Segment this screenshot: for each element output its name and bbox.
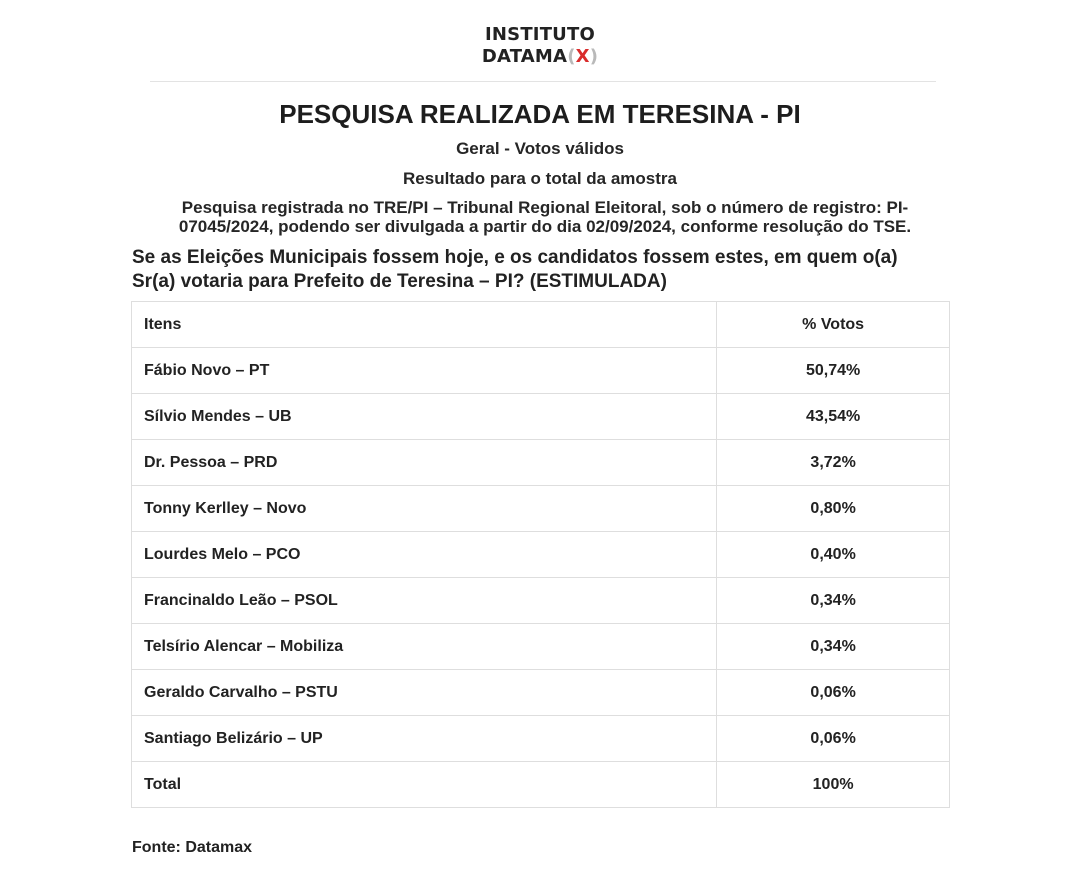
header-divider: [150, 81, 936, 82]
logo-line-instituto: INSTITUTO: [485, 24, 595, 45]
vote-percentage: 0,34%: [717, 624, 950, 670]
vote-percentage: 0,40%: [717, 532, 950, 578]
logo-x-letter: X: [575, 46, 590, 67]
candidate-name: Dr. Pessoa – PRD: [132, 440, 717, 486]
vote-percentage: 0,06%: [717, 716, 950, 762]
total-label: Total: [132, 762, 717, 808]
vote-percentage: 0,06%: [717, 670, 950, 716]
registration-line-2: 07045/2024, podendo ser divulgada a partir do dia 02/09/2024, conforme resolução do TSE.: [178, 217, 912, 236]
table-row: [132, 348, 950, 394]
page-title: PESQUISA REALIZADA EM TERESINA - PI: [279, 99, 801, 129]
table-row: [132, 394, 950, 440]
candidate-name: Sílvio Mendes – UB: [132, 394, 717, 440]
subtitle-amostra: Resultado para o total da amostra: [403, 169, 677, 188]
table-row: [132, 486, 950, 532]
logo-paren-close: ): [589, 46, 599, 67]
candidate-name: Fábio Novo – PT: [132, 348, 717, 394]
vote-percentage: 50,74%: [717, 348, 950, 394]
logo-paren-open: (: [567, 46, 576, 67]
question-line-2: Sr(a) votaria para Prefeito de Teresina – PI? (ESTIMULADA): [132, 271, 667, 292]
survey-question: [132, 246, 952, 294]
total-percentage: 100%: [717, 762, 950, 808]
candidate-name: Telsírio Alencar – Mobiliza: [132, 624, 717, 670]
results-table: [131, 301, 950, 808]
source-note: Fonte: Datamax: [132, 839, 253, 856]
table-row: [132, 716, 950, 762]
registration-note: [140, 198, 950, 236]
vote-percentage: 43,54%: [717, 394, 950, 440]
question-line-1: Se as Eleições Municipais fossem hoje, e os candidatos fossem estes, em quem o(a): [132, 247, 898, 268]
table-header-row: [132, 302, 950, 348]
vote-percentage: 0,34%: [717, 578, 950, 624]
vote-percentage: 3,72%: [717, 440, 950, 486]
subtitle-geral: Geral - Votos válidos: [456, 139, 624, 158]
logo-datama-text: DATAMA: [481, 46, 568, 67]
candidate-name: Francinaldo Leão – PSOL: [132, 578, 717, 624]
table-row-total: [132, 762, 950, 808]
table-row: [132, 532, 950, 578]
candidate-name: Tonny Kerlley – Novo: [132, 486, 717, 532]
logo: [0, 24, 1080, 68]
candidate-name: Santiago Belizário – UP: [132, 716, 717, 762]
table-row: [132, 670, 950, 716]
candidate-name: Geraldo Carvalho – PSTU: [132, 670, 717, 716]
column-header-votos: % Votos: [717, 302, 950, 348]
registration-line-1: Pesquisa registrada no TRE/PI – Tribunal Regional Eleitoral, sob o número de registro: PI-: [181, 198, 909, 217]
vote-percentage: 0,80%: [717, 486, 950, 532]
table-row: [132, 578, 950, 624]
column-header-itens: Itens: [132, 302, 717, 348]
table-row: [132, 624, 950, 670]
logo-line-datamax: [0, 46, 1080, 68]
table-row: [132, 440, 950, 486]
candidate-name: Lourdes Melo – PCO: [132, 532, 717, 578]
